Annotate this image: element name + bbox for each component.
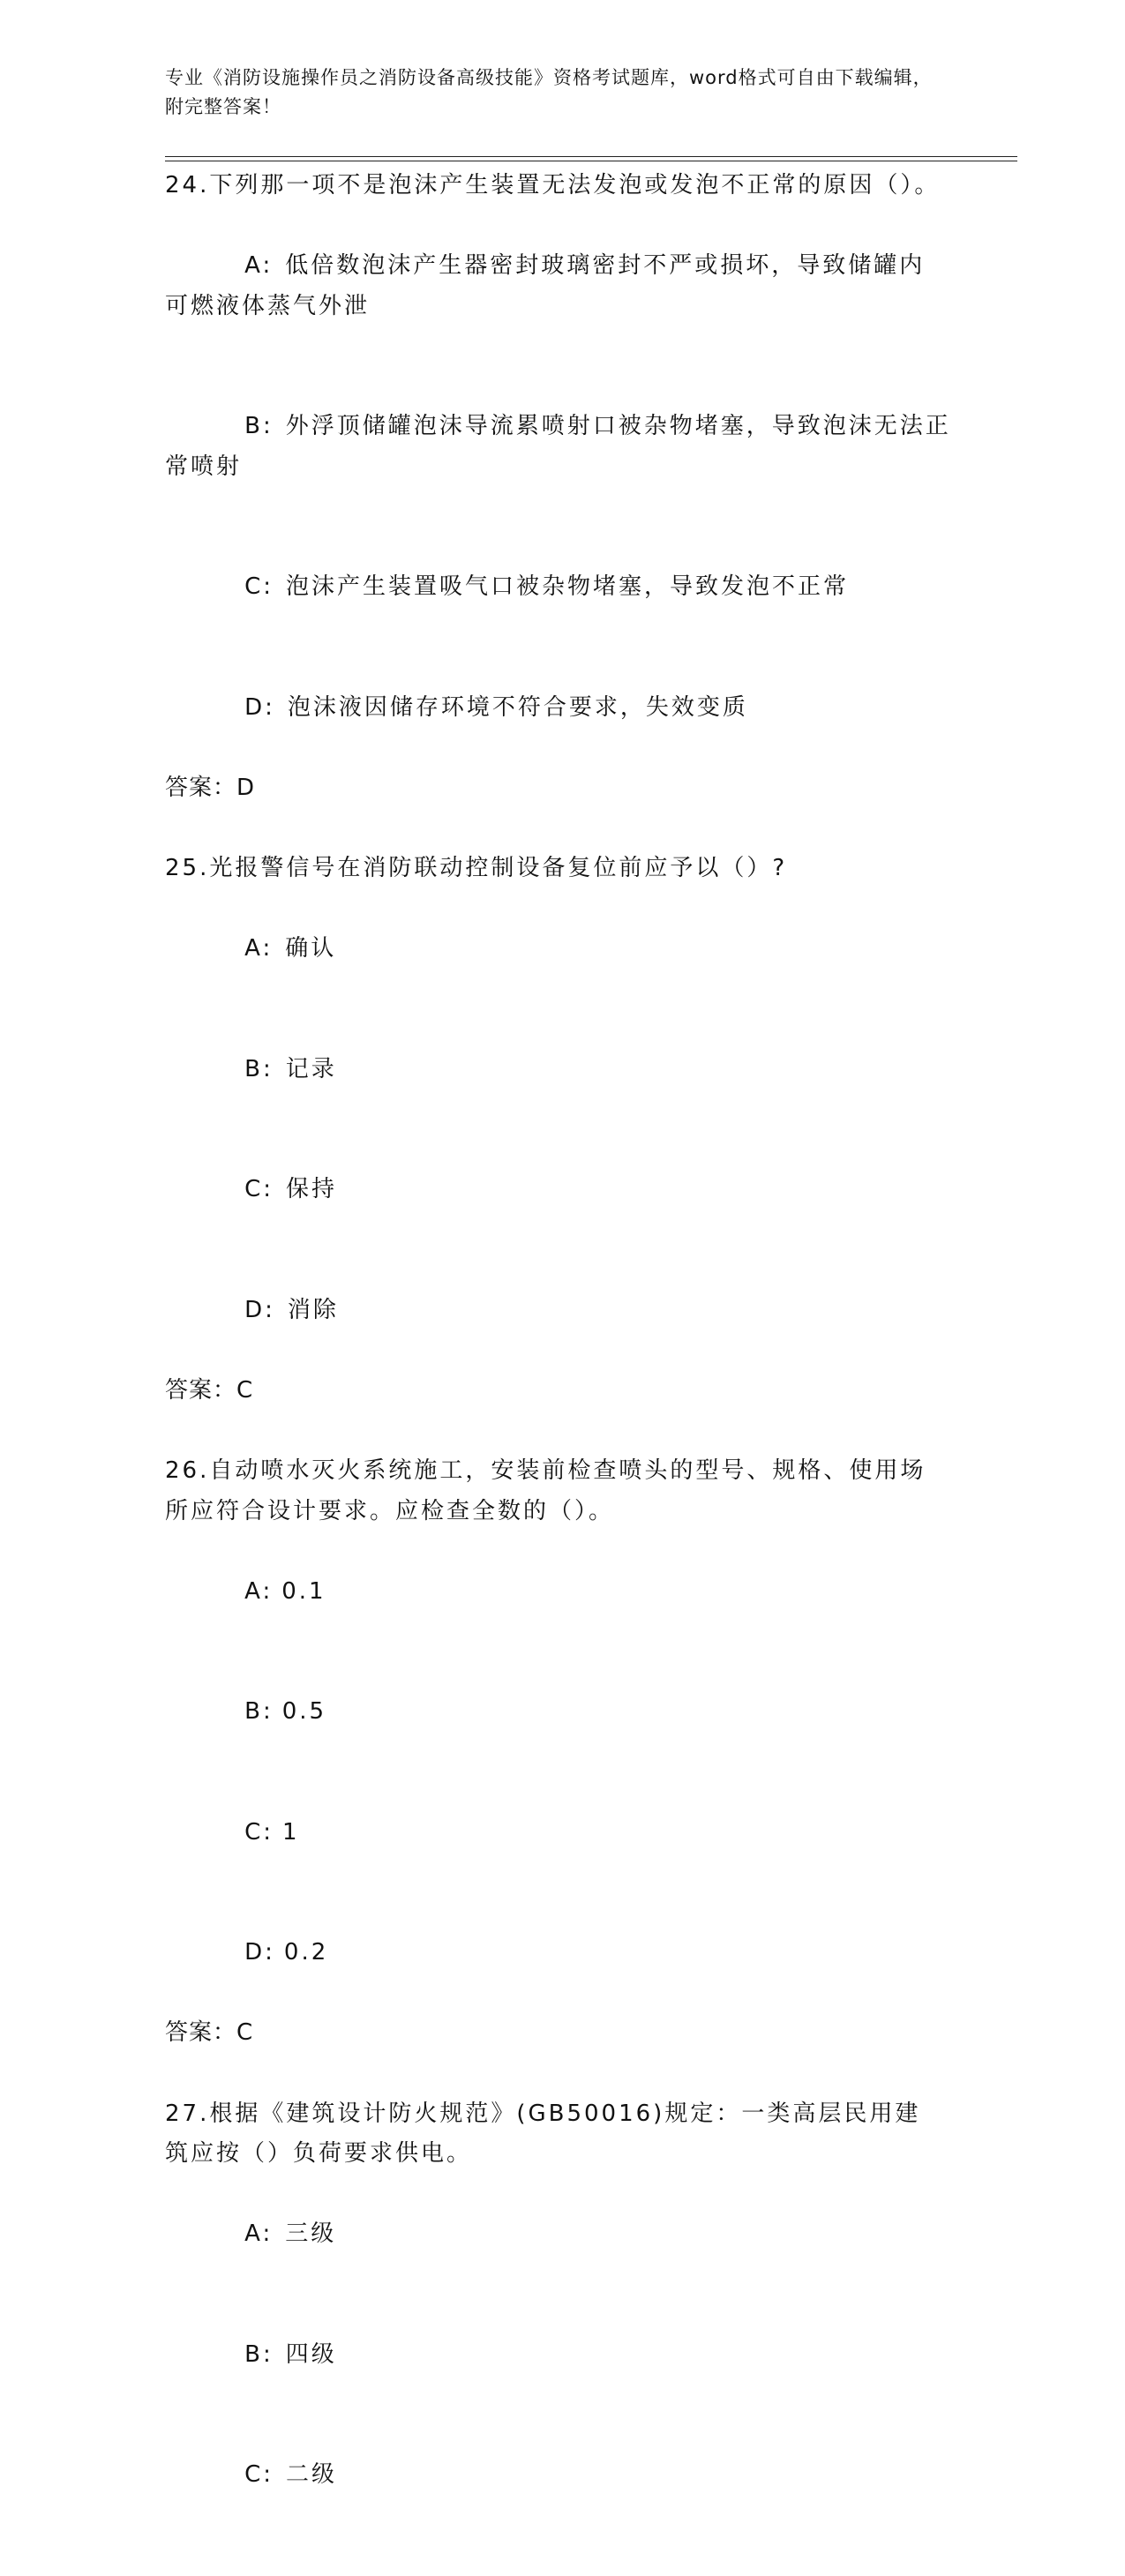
question-stem: 27.根据《建筑设计防火规范》(GB50016)规定：一类高层民用建筑应按（）负荷要求供电。	[165, 2100, 921, 2167]
option-c	[165, 1772, 959, 1893]
option-a	[165, 889, 959, 1010]
question-list	[165, 166, 959, 2576]
option-label: B:	[244, 2340, 274, 2368]
option-a	[165, 1531, 959, 1652]
option-text: 0.2	[283, 1939, 329, 1966]
question-25	[165, 849, 959, 1411]
option-d	[165, 1893, 959, 2014]
option-c	[165, 528, 959, 648]
option-label: B:	[244, 1055, 274, 1082]
option-b	[165, 1009, 959, 1130]
option-c	[165, 2415, 959, 2536]
option-label: D:	[244, 1296, 275, 1323]
option-text: 低倍数泡沫产生器密封玻璃密封不严或损坏，导致储罐内可燃液体蒸气外泄	[165, 252, 926, 319]
option-text: 0.5	[281, 1698, 327, 1725]
question-26	[165, 1451, 959, 2054]
answer-text: 答案：C	[165, 2019, 254, 2046]
question-stem: 25.光报警信号在消防联动控制设备复位前应予以（）?	[165, 855, 788, 881]
answer-text: 答案：D	[165, 774, 256, 801]
option-text: 四级	[285, 2340, 337, 2368]
document-header: 专业《消防设施操作员之消防设备高级技能》资格考试题库，word格式可自由下载编辑，附完整答案！	[165, 67, 933, 117]
question-27	[165, 2094, 959, 2536]
option-label: A:	[244, 252, 274, 279]
option-label: C:	[244, 1818, 274, 1846]
option-label: A:	[244, 935, 274, 962]
option-text: 1	[282, 1818, 300, 1846]
header-rule-top	[165, 156, 1017, 157]
option-label: B:	[244, 413, 274, 439]
option-label: C:	[244, 573, 274, 600]
option-label: B:	[244, 1698, 274, 1725]
answer-text: 答案：C	[165, 1376, 254, 1404]
option-label: D:	[244, 693, 275, 721]
option-label: A:	[244, 2220, 274, 2247]
option-text: 三级	[285, 2220, 337, 2247]
option-label: D:	[244, 1939, 275, 1966]
option-text: 消除	[287, 1296, 339, 1323]
option-text: 确认	[285, 935, 337, 962]
option-d	[165, 648, 959, 768]
option-text: 泡沫产生装置吸气口被杂物堵塞，导致发泡不正常	[286, 573, 850, 600]
question-24	[165, 166, 959, 808]
option-a	[165, 2175, 959, 2295]
question-stem: 24.下列那一项不是泡沫产生装置无法发泡或发泡不正常的原因（）。	[165, 172, 941, 198]
option-a	[165, 206, 937, 367]
option-b	[165, 367, 959, 528]
option-text: 保持	[286, 1176, 338, 1202]
option-text: 记录	[285, 1055, 337, 1082]
option-text: 二级	[286, 2461, 338, 2488]
option-d	[165, 1250, 959, 1371]
option-text: 0.1	[281, 1577, 326, 1605]
option-label: C:	[244, 2461, 274, 2488]
option-text: 泡沫液因储存环境不符合要求，失效变质	[287, 693, 748, 721]
option-c	[165, 1130, 959, 1251]
option-label: C:	[244, 1176, 274, 1202]
option-b	[165, 2295, 959, 2415]
option-b	[165, 1652, 959, 1773]
option-label: A:	[244, 1577, 274, 1605]
option-text: 外浮顶储罐泡沫导流累喷射口被杂物堵塞，导致泡沫无法正常喷射	[165, 413, 951, 480]
question-stem: 26.自动喷水灭火系统施工，安装前检查喷头的型号、规格、使用场所应符合设计要求。应检查全数的（）。	[165, 1457, 926, 1524]
